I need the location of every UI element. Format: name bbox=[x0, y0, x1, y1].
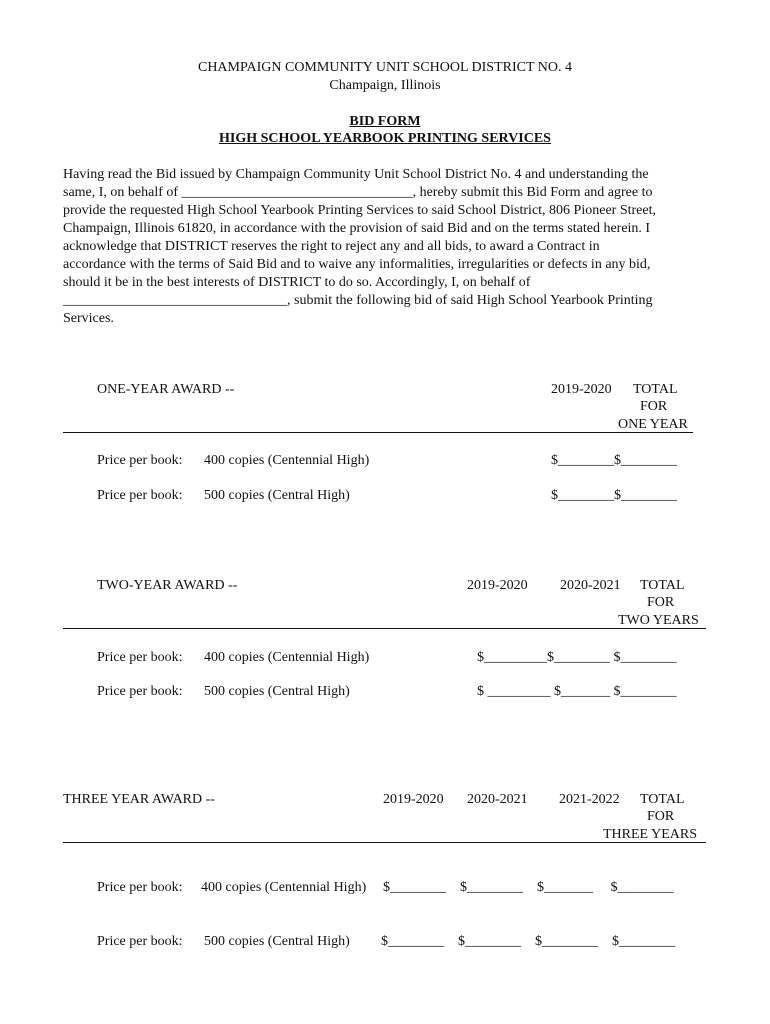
three-year-total-label-for: FOR bbox=[647, 809, 675, 824]
one-year-row-label: Price per book: bbox=[97, 488, 183, 503]
three-year-row-label: Price per book: bbox=[97, 934, 183, 949]
two-year-row-label: Price per book: bbox=[97, 684, 183, 699]
three-year-row-desc: 500 copies (Central High) bbox=[204, 934, 350, 949]
district-name: CHAMPAIGN COMMUNITY UNIT SCHOOL DISTRICT NO. 4 bbox=[197, 60, 572, 75]
intro-line: Champaign, Illinois 61820, in accordance with the provision of said Bid and on the terms stated herein. I bbox=[63, 221, 651, 236]
intro-line: provide the requested High School Yearbook Printing Services to said School District, 806 Pioneer Street, bbox=[63, 203, 656, 218]
three-year-row-label: Price per book: bbox=[97, 880, 183, 895]
form-subtitle: HIGH SCHOOL YEARBOOK PRINTING SERVICES bbox=[219, 131, 551, 146]
one-year-row-desc: 500 copies (Central High) bbox=[204, 488, 350, 503]
one-year-total-label: TOTAL bbox=[633, 382, 678, 397]
three-year-header-rule bbox=[63, 842, 706, 843]
one-year-total-label-for: FOR bbox=[640, 399, 668, 414]
two-year-row-price-blanks[interactable]: $ _________ $_______ $________ bbox=[477, 684, 677, 699]
intro-line: acknowledge that DISTRICT reserves the right to reject any and all bids, to award a Contract in bbox=[63, 239, 600, 254]
intro-paragraph bbox=[63, 166, 713, 328]
three-year-award-title: THREE YEAR AWARD -- bbox=[63, 792, 215, 807]
one-year-total-label-period: ONE YEAR bbox=[618, 417, 688, 432]
intro-line: accordance with the terms of Said Bid and to waive any informalities, irregularities or defects in any bid, bbox=[63, 257, 651, 272]
two-year-total-label-period: TWO YEARS bbox=[618, 613, 699, 628]
one-year-header-rule bbox=[63, 432, 693, 433]
one-year-row-price-blanks[interactable]: $________$________ bbox=[551, 488, 677, 503]
one-year-row-label: Price per book: bbox=[97, 453, 183, 468]
two-year-total-label-for: FOR bbox=[647, 595, 675, 610]
form-title: BID FORM bbox=[349, 114, 421, 129]
district-city: Champaign, Illinois bbox=[329, 78, 441, 93]
intro-line: Services. bbox=[63, 311, 114, 326]
one-year-award-title: ONE-YEAR AWARD -- bbox=[97, 382, 235, 397]
three-year-col-2020-2021: 2020-2021 bbox=[467, 792, 528, 807]
two-year-col-2019-2020: 2019-2020 bbox=[467, 578, 528, 593]
three-year-row-price-blanks[interactable]: $________ $________ $_______ $________ bbox=[383, 880, 674, 895]
two-year-row-price-blanks[interactable]: $_________$________ $________ bbox=[477, 650, 677, 665]
intro-line-with-bidder-blank: ________________________________, submit the following bid of said High School Yearbook Printing bbox=[63, 293, 653, 308]
two-year-award-title: TWO-YEAR AWARD -- bbox=[97, 578, 238, 593]
one-year-col-2019-2020: 2019-2020 bbox=[551, 382, 612, 397]
two-year-col-2020-2021: 2020-2021 bbox=[560, 578, 621, 593]
two-year-row-label: Price per book: bbox=[97, 650, 183, 665]
three-year-col-2021-2022: 2021-2022 bbox=[559, 792, 620, 807]
intro-line: should it be in the best interests of DISTRICT to do so. Accordingly, I, on behalf of bbox=[63, 275, 531, 290]
three-year-total-label: TOTAL bbox=[640, 792, 685, 807]
three-year-total-label-period: THREE YEARS bbox=[603, 827, 697, 842]
intro-line-with-bidder-blank: same, I, on behalf of _________________________________, hereby submit this Bid Form and agree to bbox=[63, 185, 653, 200]
two-year-total-label: TOTAL bbox=[640, 578, 685, 593]
two-year-row-desc: 400 copies (Centennial High) bbox=[204, 650, 370, 665]
three-year-row-desc: 400 copies (Centennial High) bbox=[201, 880, 367, 895]
two-year-header-rule bbox=[63, 628, 706, 629]
three-year-col-2019-2020: 2019-2020 bbox=[383, 792, 444, 807]
two-year-row-desc: 500 copies (Central High) bbox=[204, 684, 350, 699]
one-year-row-desc: 400 copies (Centennial High) bbox=[204, 453, 370, 468]
intro-line: Having read the Bid issued by Champaign Community Unit School District No. 4 and understanding the bbox=[63, 167, 649, 182]
one-year-row-price-blanks[interactable]: $________$________ bbox=[551, 453, 677, 468]
three-year-row-price-blanks[interactable]: $________ $________ $________ $________ bbox=[381, 934, 675, 949]
